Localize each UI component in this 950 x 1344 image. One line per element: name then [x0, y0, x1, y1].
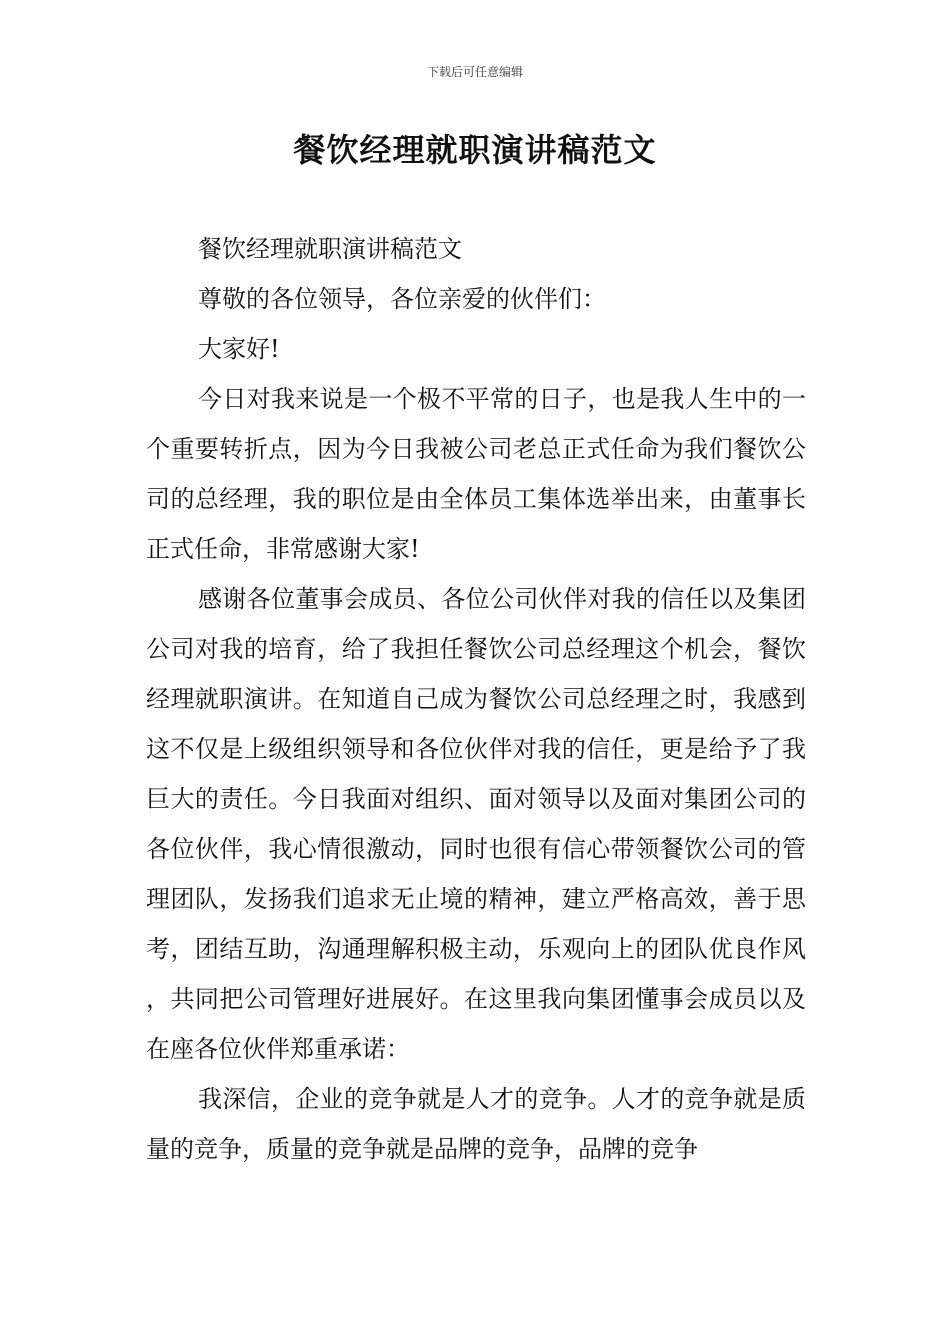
header-note: 下载后可任意编辑: [426, 65, 523, 79]
document-title: 餐饮经理就职演讲稿范文: [293, 131, 657, 169]
paragraph-subtitle: 餐饮经理就职演讲稿范文: [198, 235, 462, 263]
paragraph-belief: 我深信，企业的竞争就是人才的竞争。人才的竞争就是质量的竞争，质量的竞争就是品牌的竞争，品牌的竞争: [146, 1085, 806, 1163]
paragraph-thanks: 感谢各位董事会成员、各位公司伙伴对我的信任以及集团公司对我的培育，给了我担任餐饮公司总经理这个机会，餐饮经理就职演讲。在知道自己成为餐饮公司总经理之时，我感到这不仅是上级组织领导和各位伙伴对我的信任，更是给予了我巨大的责任。今日我面对组织、面对领导以及面对集团公司的各位伙伴，我心情很激动，同时也很有信心带领餐饮公司的管理团队，发扬我们追求无止境的精神，建立严格高效，善于思考，团结互助，沟通理解积极主动，乐观向上的团队优良作风，共同把公司管理好进展好。在这里我向集团懂事会成员以及在座各位伙伴郑重承诺：: [146, 585, 806, 1063]
paragraph-greeting: 尊敬的各位领导，各位亲爱的伙伴们：: [198, 285, 606, 313]
paragraph-appointment: 今日对我来说是一个极不平常的日子，也是我人生中的一个重要转折点，因为今日我被公司老总正式任命为我们餐饮公司的总经理，我的职位是由全体员工集体选举出来，由董事长正式任命，非常感谢大家!: [146, 385, 806, 563]
document-body: [146, 224, 806, 1174]
paragraph-hello: 大家好!: [198, 335, 280, 363]
